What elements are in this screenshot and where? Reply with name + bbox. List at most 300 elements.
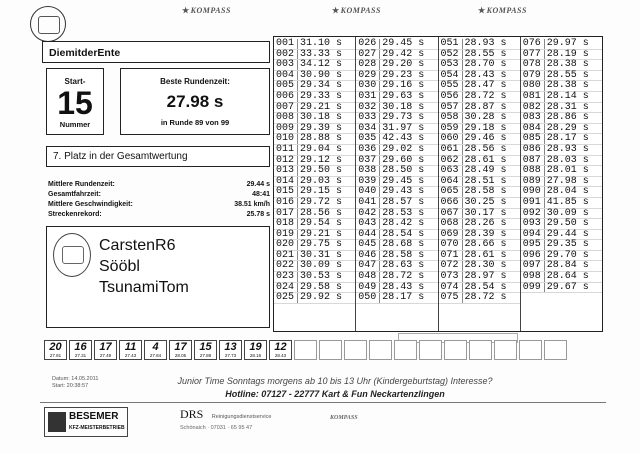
- lap-time: 30.18 s: [300, 112, 343, 124]
- overall-rank: 7. Platz in der Gesamtwertung: [46, 146, 270, 167]
- lap-time: 30.18 s: [382, 101, 425, 113]
- best-lap-box: [120, 68, 270, 135]
- lap-time: 28.70 s: [464, 59, 507, 71]
- team-member: TsunamiTom: [99, 279, 189, 296]
- lap-number: 085: [521, 134, 545, 144]
- lap-number: 002: [274, 50, 298, 60]
- lap-number: 044: [356, 230, 380, 240]
- lap-time: 29.34 s: [300, 80, 343, 92]
- stat-label: Mittlere Geschwindigkeit:: [48, 201, 133, 208]
- position-chip: [244, 340, 267, 360]
- lap-number: 061: [439, 145, 463, 155]
- lap-time: 28.38 s: [546, 80, 589, 92]
- lap-time: 28.42 s: [382, 218, 425, 230]
- position-chip: [69, 340, 92, 360]
- lap-number: 003: [274, 60, 298, 70]
- lap-number: 024: [274, 283, 298, 293]
- lap-time: 28.31 s: [546, 101, 589, 113]
- lap-number: 080: [521, 81, 545, 91]
- lap-time: 29.60 s: [382, 154, 425, 166]
- club-logo-icon: [30, 6, 66, 42]
- lap-time: 29.16 s: [382, 80, 425, 92]
- lap-number: 013: [274, 166, 298, 176]
- lap-time: 28.61 s: [464, 249, 507, 261]
- lap-time: 28.30 s: [464, 260, 507, 272]
- lap-time: 28.56 s: [464, 143, 507, 155]
- lap-number: 052: [439, 50, 463, 60]
- session-start: Start: 20:38:57: [52, 383, 89, 389]
- lap-time: 30.28 s: [464, 112, 507, 124]
- lap-row: [274, 145, 355, 156]
- lap-number: 088: [521, 166, 545, 176]
- lap-number: 065: [439, 187, 463, 197]
- lap-time: 34.12 s: [300, 59, 343, 71]
- position-chip-empty: [544, 340, 567, 360]
- lap-number: 057: [439, 103, 463, 113]
- lap-time: 29.15 s: [300, 186, 343, 198]
- lap-number: 038: [356, 166, 380, 176]
- club-badge-icon: [53, 233, 91, 277]
- lap-time: 28.72 s: [464, 90, 507, 102]
- position-chip-empty: [394, 340, 417, 360]
- lap-number: 019: [274, 230, 298, 240]
- kompass-logo-center: ★ KOMPASS: [332, 6, 381, 15]
- lap-time: 28.61 s: [464, 154, 507, 166]
- position-lap-time: 27.88: [199, 353, 212, 358]
- position-rank: 15: [199, 341, 212, 353]
- lap-number: 006: [274, 92, 298, 102]
- lap-row: [274, 198, 355, 209]
- lap-number: 091: [521, 198, 545, 208]
- driver-name: DiemitderEnte: [42, 41, 270, 63]
- lap-row: [356, 145, 437, 156]
- position-lap-time: 27.31: [74, 353, 87, 358]
- lap-time: 28.63 s: [382, 260, 425, 272]
- lap-time: 28.50 s: [382, 165, 425, 177]
- stat-row: [48, 180, 270, 190]
- stat-label: Mittlere Rundenzeit:: [48, 181, 115, 188]
- position-chip: [219, 340, 242, 360]
- lap-number: 046: [356, 251, 380, 261]
- lap-number: 081: [521, 92, 545, 102]
- lap-time: 29.54 s: [300, 218, 343, 230]
- lap-time: 30.31 s: [300, 249, 343, 261]
- position-chip-empty: [519, 340, 542, 360]
- lap-time: 28.01 s: [546, 165, 589, 177]
- lap-number: 072: [439, 261, 463, 271]
- lap-number: 043: [356, 219, 380, 229]
- position-lap-time: 27.84: [149, 353, 162, 358]
- position-chip: [169, 340, 192, 360]
- lap-number: 067: [439, 209, 463, 219]
- session-date-block: [52, 376, 122, 390]
- lap-time: 29.50 s: [546, 218, 589, 230]
- promo-hotline: Hotline: 07127 - 22777 Kart & Fun Neckartenzlingen: [225, 389, 445, 399]
- lap-row: [439, 198, 520, 209]
- lap-row: [521, 145, 602, 156]
- drs-address: Schönaich · 07031 · 65 95 47: [180, 425, 253, 431]
- lap-time: 28.43 s: [464, 69, 507, 81]
- lap-row: [356, 198, 437, 209]
- best-lap-value: 27.98 s: [166, 92, 224, 111]
- lap-time: 29.70 s: [546, 249, 589, 261]
- lap-time: 29.42 s: [382, 48, 425, 60]
- drs-sub: Reinigungsdienstservice: [211, 414, 272, 420]
- lap-time: 28.66 s: [464, 239, 507, 251]
- lap-time: 29.20 s: [382, 59, 425, 71]
- lap-column: [521, 37, 602, 331]
- lap-time: 28.72 s: [382, 271, 425, 283]
- lap-time: 29.39 s: [300, 122, 343, 134]
- lap-column: [356, 37, 438, 331]
- lap-number: 062: [439, 156, 463, 166]
- best-lap-label: Beste Rundenzeit:: [160, 77, 230, 86]
- lap-number: 022: [274, 261, 298, 271]
- team-member: CarstenR6: [99, 237, 176, 254]
- lap-number: 028: [356, 60, 380, 70]
- lap-number: 039: [356, 177, 380, 187]
- lap-time: 28.47 s: [464, 80, 507, 92]
- lap-number: 027: [356, 50, 380, 60]
- lap-time: 27.98 s: [546, 175, 589, 187]
- lap-time: 30.90 s: [300, 69, 343, 81]
- stat-value: 48:41: [252, 191, 270, 198]
- lap-number: 096: [521, 251, 545, 261]
- lap-number: 014: [274, 177, 298, 187]
- drs-logo: [180, 405, 330, 431]
- lap-number: 041: [356, 198, 380, 208]
- lap-row: [356, 92, 437, 103]
- position-rank: 17: [174, 341, 187, 353]
- lap-time: 29.97 s: [546, 38, 589, 49]
- lap-time: 28.04 s: [546, 186, 589, 198]
- lap-number: 063: [439, 166, 463, 176]
- lap-row: [439, 39, 520, 50]
- position-chips: [44, 340, 567, 360]
- lap-time: 28.26 s: [464, 218, 507, 230]
- position-lap-time: 27.81: [49, 353, 62, 358]
- lap-number: 033: [356, 113, 380, 123]
- lap-number: 007: [274, 103, 298, 113]
- lap-time: 29.73 s: [382, 112, 425, 124]
- promo-banner: [140, 376, 530, 399]
- footer: [40, 402, 606, 440]
- lap-number: 060: [439, 134, 463, 144]
- lap-time: 29.23 s: [382, 69, 425, 81]
- lap-time: 28.53 s: [382, 207, 425, 219]
- lap-time: 29.46 s: [464, 133, 507, 145]
- lap-time: 29.75 s: [300, 239, 343, 251]
- lap-number: 064: [439, 177, 463, 187]
- lap-time: 29.72 s: [300, 196, 343, 208]
- lap-number: 084: [521, 124, 545, 134]
- lap-time: 28.93 s: [464, 38, 507, 49]
- stat-row: [48, 190, 270, 200]
- lap-time: 28.87 s: [464, 101, 507, 113]
- lap-time: 29.12 s: [300, 154, 343, 166]
- lap-time: 28.29 s: [546, 122, 589, 134]
- lap-number: 051: [439, 39, 463, 49]
- lap-time: 28.55 s: [464, 48, 507, 60]
- lap-time: 29.02 s: [382, 143, 425, 155]
- lap-number: 021: [274, 251, 298, 261]
- start-sub-label: Nummer: [59, 120, 91, 129]
- lap-time: 28.84 s: [546, 260, 589, 272]
- lap-time: 30.53 s: [300, 271, 343, 283]
- lap-column: [274, 37, 356, 331]
- position-rank: 16: [74, 341, 87, 353]
- position-chip: [269, 340, 292, 360]
- lap-number: 040: [356, 187, 380, 197]
- position-rank: 19: [249, 341, 262, 353]
- lap-number: 098: [521, 272, 545, 282]
- kompass-logo-footer: KOMPASS: [330, 415, 358, 421]
- lap-number: 053: [439, 60, 463, 70]
- lap-time: 29.44 s: [546, 228, 589, 240]
- position-chip: [119, 340, 142, 360]
- lap-time: 31.10 s: [300, 38, 343, 49]
- lap-time: 28.39 s: [464, 228, 507, 240]
- position-rank: 4: [152, 341, 159, 353]
- lap-number: 076: [521, 39, 545, 49]
- lap-time: 28.51 s: [464, 175, 507, 187]
- lap-number: 079: [521, 71, 545, 81]
- lap-number: 025: [274, 293, 298, 303]
- lap-row: [274, 293, 355, 304]
- lap-number: 094: [521, 230, 545, 240]
- lap-row: [439, 293, 520, 304]
- position-chip: [144, 340, 167, 360]
- lap-time: 28.97 s: [464, 271, 507, 283]
- lap-time: 29.43 s: [382, 186, 425, 198]
- position-chip-empty: [494, 340, 517, 360]
- lap-number: 047: [356, 261, 380, 271]
- lap-number: 056: [439, 92, 463, 102]
- stat-label: Streckenrekord:: [48, 211, 102, 218]
- stat-row: [48, 210, 270, 220]
- lap-number: 035: [356, 134, 380, 144]
- stat-label: Gesamtfahrzeit:: [48, 191, 101, 198]
- lap-number: 018: [274, 219, 298, 229]
- lap-number: 008: [274, 113, 298, 123]
- lap-time: 28.54 s: [464, 281, 507, 293]
- position-rank: 17: [99, 341, 112, 353]
- position-lap-time: 28.05: [174, 353, 187, 358]
- lap-number: 020: [274, 240, 298, 250]
- lap-number: 059: [439, 124, 463, 134]
- lap-number: 050: [356, 293, 380, 303]
- best-lap-info: in Runde 89 von 99: [160, 118, 230, 127]
- position-chip-empty: [419, 340, 442, 360]
- position-rank: 11: [124, 341, 137, 353]
- lap-number: 049: [356, 283, 380, 293]
- lap-number: 054: [439, 71, 463, 81]
- kompass-logo-right: ★ KOMPASS: [478, 6, 527, 15]
- lap-number: 009: [274, 124, 298, 134]
- lap-time: 28.93 s: [546, 143, 589, 155]
- lap-time: 28.68 s: [382, 239, 425, 251]
- lap-number: 017: [274, 209, 298, 219]
- lap-time: 28.58 s: [464, 186, 507, 198]
- lap-time: 28.17 s: [546, 133, 589, 145]
- lap-row: [439, 92, 520, 103]
- drs-name: DRS: [180, 407, 204, 421]
- position-lap-time: 27.43: [124, 353, 137, 358]
- lap-row: [521, 198, 602, 209]
- position-chip-empty: [294, 340, 317, 360]
- lap-time: 42.43 s: [382, 133, 425, 145]
- lap-row: [439, 145, 520, 156]
- position-chip-empty: [344, 340, 367, 360]
- lap-time: 30.17 s: [464, 207, 507, 219]
- lap-number: 010: [274, 134, 298, 144]
- lap-number: 068: [439, 219, 463, 229]
- lap-number: 083: [521, 113, 545, 123]
- lap-time: 28.56 s: [300, 207, 343, 219]
- lap-number: 082: [521, 103, 545, 113]
- lap-time: 28.64 s: [546, 271, 589, 283]
- lap-time: 28.49 s: [464, 165, 507, 177]
- lap-number: 011: [274, 145, 298, 155]
- lap-number: 016: [274, 198, 298, 208]
- lap-time: 33.33 s: [300, 48, 343, 60]
- lap-number: 029: [356, 71, 380, 81]
- lap-time: 29.04 s: [300, 143, 343, 155]
- lap-number: 087: [521, 156, 545, 166]
- lap-time: 28.38 s: [546, 59, 589, 71]
- besemer-name: BESEMER: [69, 411, 119, 422]
- besemer-logo: [44, 407, 128, 437]
- lap-row: [521, 283, 602, 294]
- lap-number: 058: [439, 113, 463, 123]
- lap-time: 28.57 s: [382, 196, 425, 208]
- promo-line-1: Junior Time Sonntags morgens ab 10 bis 13 Uhr (Kindergeburtstag) Interesse?: [177, 376, 493, 386]
- lap-row: [521, 39, 602, 50]
- lap-time: 28.03 s: [546, 154, 589, 166]
- lap-time: 29.33 s: [300, 90, 343, 102]
- lap-time: 28.43 s: [382, 281, 425, 293]
- lap-time: 29.50 s: [300, 165, 343, 177]
- lap-time: 29.45 s: [382, 38, 425, 49]
- lap-time: 31.97 s: [382, 122, 425, 134]
- lap-column: [439, 37, 521, 331]
- start-label: Start-: [64, 77, 86, 86]
- lap-number: 048: [356, 272, 380, 282]
- lap-time: 29.35 s: [546, 239, 589, 251]
- position-lap-time: 27.49: [99, 353, 112, 358]
- lap-time: 28.14 s: [546, 90, 589, 102]
- lap-number: 030: [356, 81, 380, 91]
- lap-time: 28.72 s: [464, 292, 507, 304]
- lap-number: 097: [521, 261, 545, 271]
- lap-time: 29.03 s: [300, 175, 343, 187]
- start-number-box: [46, 68, 104, 135]
- lap-number: 042: [356, 209, 380, 219]
- lap-time: 28.54 s: [382, 228, 425, 240]
- start-number: 15: [57, 85, 93, 121]
- kompass-logo-left: ★ KOMPASS: [182, 6, 231, 15]
- lap-row: [274, 92, 355, 103]
- lap-number: 032: [356, 103, 380, 113]
- position-chip: [194, 340, 217, 360]
- lap-number: 004: [274, 71, 298, 81]
- lap-number: 086: [521, 145, 545, 155]
- lap-time: 29.63 s: [382, 90, 425, 102]
- lap-time: 29.58 s: [300, 281, 343, 293]
- lap-number: 012: [274, 156, 298, 166]
- position-chip-empty: [369, 340, 392, 360]
- position-lap-time: 28.43: [274, 353, 287, 358]
- lap-number: 099: [521, 283, 545, 293]
- lap-time: 41.85 s: [546, 196, 589, 208]
- stat-value: 29.44 s: [246, 181, 270, 188]
- lap-time: 28.17 s: [382, 292, 425, 304]
- lap-number: 015: [274, 187, 298, 197]
- lap-number: 069: [439, 230, 463, 240]
- lap-time: 29.21 s: [300, 101, 343, 113]
- position-chip-empty: [319, 340, 342, 360]
- lap-time: 28.88 s: [300, 133, 343, 145]
- lap-time: 28.19 s: [546, 48, 589, 60]
- lap-number: 023: [274, 272, 298, 282]
- lap-number: 026: [356, 39, 380, 49]
- lap-time: 29.92 s: [300, 292, 343, 304]
- lap-time: 30.09 s: [546, 207, 589, 219]
- position-chip-empty: [444, 340, 467, 360]
- position-lap-time: 27.73: [224, 353, 237, 358]
- besemer-sub: KFZ-MEISTERBETRIEB: [69, 425, 125, 431]
- lap-time: 29.21 s: [300, 228, 343, 240]
- lap-time: 30.09 s: [300, 260, 343, 272]
- lap-time: 28.55 s: [546, 69, 589, 81]
- lap-times-table: [273, 36, 603, 332]
- stat-row: [48, 200, 270, 210]
- lap-number: 005: [274, 81, 298, 91]
- lap-number: 078: [521, 60, 545, 70]
- lap-number: 036: [356, 145, 380, 155]
- lap-number: 089: [521, 177, 545, 187]
- lap-number: 001: [274, 39, 298, 49]
- lap-number: 077: [521, 50, 545, 60]
- lap-row: [521, 92, 602, 103]
- lap-number: 037: [356, 156, 380, 166]
- position-chip-empty: [469, 340, 492, 360]
- stats-list: [48, 180, 270, 220]
- lap-number: 092: [521, 209, 545, 219]
- position-chip: [44, 340, 67, 360]
- lap-time: 29.45 s: [382, 175, 425, 187]
- position-rank: 20: [49, 341, 62, 353]
- lap-row: [356, 293, 437, 304]
- lap-row: [356, 39, 437, 50]
- lap-number: 095: [521, 240, 545, 250]
- lap-time: 30.25 s: [464, 196, 507, 208]
- lap-number: 034: [356, 124, 380, 134]
- lap-number: 031: [356, 92, 380, 102]
- lap-number: 045: [356, 240, 380, 250]
- lap-number: 075: [439, 293, 463, 303]
- position-rank: 13: [224, 341, 237, 353]
- lap-row: [274, 39, 355, 50]
- lap-time: 29.67 s: [546, 281, 589, 293]
- lap-time: 28.58 s: [382, 249, 425, 261]
- stat-value: 38.51 km/h: [234, 201, 270, 208]
- besemer-mark-icon: [48, 412, 66, 432]
- lap-number: 055: [439, 81, 463, 91]
- lap-number: 071: [439, 251, 463, 261]
- position-chip: [94, 340, 117, 360]
- lap-number: 066: [439, 198, 463, 208]
